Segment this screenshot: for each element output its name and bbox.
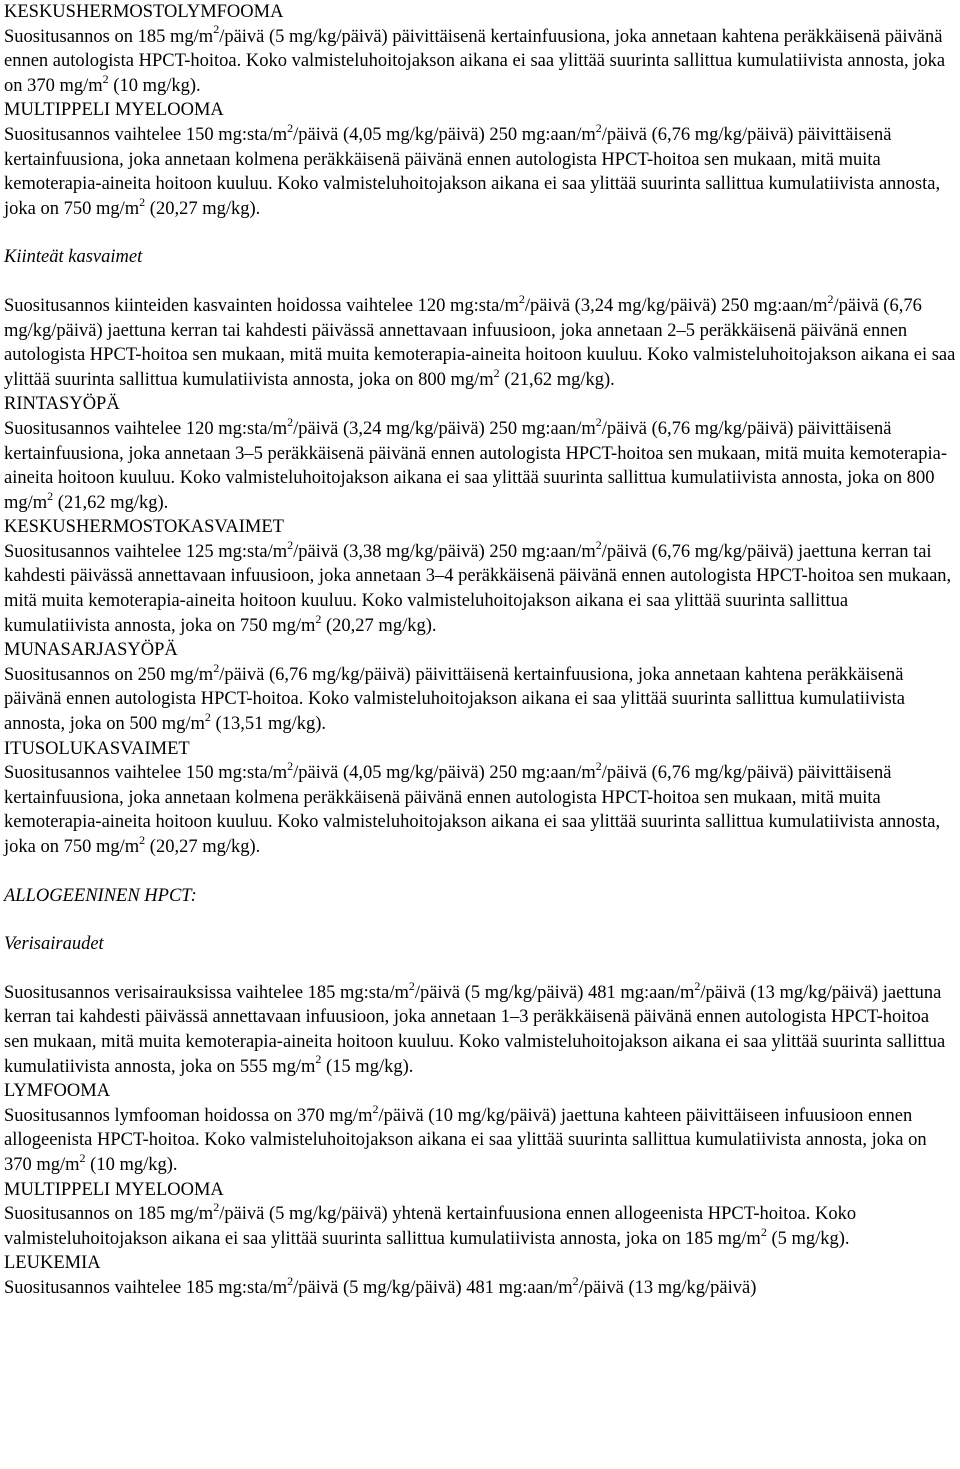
superscript: 2 [287,414,294,429]
superscript: 2 [595,120,602,135]
paragraph-text: (20,27 mg/kg). [321,615,437,636]
italic-subheading: Verisairaudet [4,934,104,955]
paragraph-text: Suositusannos vaihtelee 125 mg:sta/m [4,541,288,562]
paragraph-text: Suositusannos on 185 mg/m [4,26,214,47]
section-heading: MUNASARJASYÖPÄ [4,640,178,661]
section-heading: ITUSOLUKASVAIMET [4,738,190,759]
superscript: 2 [595,759,602,774]
dosage-paragraph [4,660,956,737]
paragraph-text: /päivä (6,76 mg/kg/päivä) päivittäisenä kertainfuusiona, joka annetaan kolmena peräkkäisenä päivänä ennen autologista HPCT-hoitoa sen mukaan, mitä muita kemoterapia-aineita hoitoon kuuluu. Koko valmisteluhoitojakson aikana ei saa ylittää suurinta sallittua kumulatiivista annosta, joka on 750 mg/m [4,763,941,857]
dosage-paragraph [4,1101,956,1178]
paragraph-text: /päivä (4,05 mg/kg/päivä) 250 mg:aan/m [293,124,596,145]
section-heading: LEUKEMIA [4,1253,101,1274]
superscript: 2 [79,1150,86,1165]
paragraph-text: (10 mg/kg). [85,1154,178,1175]
superscript: 2 [694,978,701,993]
paragraph-text: /päivä (5 mg/kg/päivä) päivittäisenä kertainfuusiona, joka annetaan kahtena peräkkäisenä päivänä ennen autologista HPCT-hoitoa. Koko valmisteluhoitojakson aikana ei saa ylittää suurinta sallittua kumulatiivista annosta, joka on 370 mg/m [4,26,946,96]
superscript: 2 [213,660,220,675]
paragraph-text: /päivä (4,05 mg/kg/päivä) 250 mg:aan/m [293,763,596,784]
dosage-paragraph [4,1273,956,1301]
superscript: 2 [204,709,211,724]
paragraph-text: /päivä (6,76 mg/kg/päivä) päivittäisenä kertainfuusiona, joka annetaan kahtena peräkkäisenä päivänä ennen autologista HPCT-hoitoa. Koko valmisteluhoitojakson aikana ei saa ylittää suurinta sallittua kumulatiivista annosta, joka on 500 mg/m [4,664,906,735]
superscript: 2 [139,194,146,209]
blank-line [4,860,956,884]
paragraph-text: (21,62 mg/kg). [499,369,615,390]
superscript: 2 [518,291,525,306]
paragraph-text: Suositusannos on 185 mg/m [4,1204,214,1225]
dosage-paragraph [4,22,956,99]
paragraph-text: /päivä (13 mg/kg/päivä) [578,1277,757,1298]
paragraph-text: (10 mg/kg). [108,75,201,96]
section-heading: LYMFOOMA [4,1081,111,1102]
superscript: 2 [287,1273,294,1288]
paragraph-text: /päivä (5 mg/kg/päivä) 481 mg:aan/m [293,1277,573,1298]
paragraph-text: Suositusannos vaihtelee 120 mg:sta/m [4,418,288,439]
section-heading: KESKUSHERMOSTOKASVAIMET [4,517,284,538]
blank-line [4,908,956,932]
paragraph-text: Suositusannos verisairauksissa vaihtelee 185 mg:sta/m [4,982,409,1003]
dosage-paragraph [4,291,956,392]
superscript: 2 [760,1224,767,1239]
dosage-paragraph [4,120,956,221]
blank-line [4,270,956,294]
paragraph-text: /päivä (3,24 mg/kg/päivä) 250 mg:aan/m [524,295,828,316]
superscript: 2 [372,1101,379,1116]
section-heading: MULTIPPELI MYELOOMA [4,1179,224,1200]
paragraph-text: /päivä (6,76 mg/kg/päivä) jaettuna kerran tai kahdesti päivässä annettavaan infuusioon, joka annetaan 2–5 peräkkäisenä päivänä ennen autologista HPCT-hoitoa sen mukaan, mitä muita kemoterapia-aineita hoitoon kuuluu. Koko valmisteluhoitojakson aikana ei saa ylittää suurinta sallittua kumulatiivista annosta, joka on 800 mg/m [4,295,956,390]
superscript: 2 [287,537,294,552]
paragraph-text: (5 mg/kg). [766,1228,850,1249]
dosage-paragraph [4,761,956,859]
paragraph-text: /päivä (3,38 mg/kg/päivä) 250 mg:aan/m [293,541,596,562]
paragraph-text: /päivä (13 mg/kg/päivä) jaettuna kerran tai kahdesti päivässä annettavaan infuusioon, joka annetaan 1–3 peräkkäisenä päivänä ennen autologista HPCT-hoitoa sen mukaan, mitä muita kemoterapia-aineita hoitoon kuuluu. Koko valmisteluhoitojakson aikana ei saa ylittää suurinta sallittua kumulatiivista annosta, joka on 555 mg/m [4,982,946,1077]
paragraph-text: /päivä (6,76 mg/kg/päivä) päivittäisenä kertainfuusiona, joka annetaan kolmena peräkkäisenä päivänä ennen autologista HPCT-hoitoa sen mukaan, mitä muita kemoterapia-aineita hoitoon kuuluu. Koko valmisteluhoitojakson aikana ei saa ylittää suurinta sallittua kumulatiivista annosta, joka on 750 mg/m [4,124,941,219]
paragraph-text: /päivä (10 mg/kg/päivä) jaettuna kahteen päivittäiseen infuusioon ennen allogeenista HPCT-hoitoa. Koko valmisteluhoitojakson aikana ei saa ylittää suurinta sallittua kumulatiivista annosta, joka on 370 mg/m [4,1105,927,1175]
paragraph-text: Suositusannos vaihtelee 150 mg:sta/m [4,124,288,145]
section-heading: KESKUSHERMOSTOLYMFOOMA [4,2,284,22]
superscript: 2 [493,365,500,380]
paragraph-text: Suositusannos vaihtelee 150 mg:sta/m [4,763,288,784]
paragraph-text: /päivä (6,76 mg/kg/päivä) jaettuna kerran tai kahdesti päivässä annettavaan infuusioon, joka annetaan 3–4 peräkkäisenä päivänä ennen autologista HPCT-hoitoa sen mukaan, mitä muita kemoterapia-aineita hoitoon kuuluu. Koko valmisteluhoitojakson aikana ei saa ylittää suurinta sallittua kumulatiivista annosta, joka on 750 mg/m [4,541,952,636]
superscript: 2 [287,759,294,774]
dosage-paragraph [4,978,956,1079]
superscript: 2 [139,832,146,847]
paragraph-text: /päivä (5 mg/kg/päivä) yhtenä kertainfuusiona ennen allogeenista HPCT-hoitoa. Koko valmisteluhoitojakson aikana ei saa ylittää suurinta sallittua kumulatiivista annosta, joka on 185 mg/m [4,1204,857,1249]
blank-line [4,957,956,981]
paragraph-text: /päivä (5 mg/kg/päivä) 481 mg:aan/m [414,982,695,1003]
dosage-paragraph [4,537,956,638]
paragraph-text: (13,51 mg/kg). [210,714,327,735]
paragraph-text: (20,27 mg/kg). [145,837,261,857]
superscript: 2 [213,22,220,37]
italic-subheading: Kiinteät kasvaimet [4,247,143,268]
superscript: 2 [827,291,834,306]
paragraph-text: Suositusannos lymfooman hoidossa on 370 mg/m [4,1105,373,1126]
paragraph-text: (15 mg/kg). [321,1056,414,1077]
blank-line [4,221,956,245]
superscript: 2 [287,120,294,135]
superscript: 2 [572,1273,579,1288]
superscript: 2 [408,978,415,993]
superscript: 2 [595,414,602,429]
superscript: 2 [315,1052,322,1067]
section-heading: RINTASYÖPÄ [4,394,120,415]
section-heading: MULTIPPELI MYELOOMA [4,100,224,121]
paragraph-text: /päivä (3,24 mg/kg/päivä) 250 mg:aan/m [293,418,596,439]
paragraph-text: /päivä (6,76 mg/kg/päivä) päivittäisenä kertainfuusiona, joka annetaan 3–5 peräkkäisenä päivänä ennen autologista HPCT-hoitoa sen mukaan, mitä muita kemoterapia-aineita hoitoon kuuluu. Koko valmisteluhoitojakson aikana ei saa ylittää suurinta sallittua kumulatiivista annosta, joka on 800 mg/m [4,418,948,513]
italic-subheading: ALLOGEENINEN HPCT: [4,885,197,906]
superscript: 2 [315,611,322,626]
superscript: 2 [47,488,54,503]
paragraph-text: Suositusannos on 250 mg/m [4,664,214,685]
paragraph-text: (20,27 mg/kg). [145,198,261,219]
superscript: 2 [213,1199,220,1214]
superscript: 2 [102,71,109,86]
paragraph-text: Suositusannos vaihtelee 185 mg:sta/m [4,1277,288,1298]
dosage-paragraph [4,1199,956,1251]
paragraph-text: (21,62 mg/kg). [53,492,169,513]
paragraph-text: Suositusannos kiinteiden kasvainten hoidossa vaihtelee 120 mg:sta/m [4,295,519,316]
dosage-paragraph [4,414,956,515]
superscript: 2 [595,537,602,552]
